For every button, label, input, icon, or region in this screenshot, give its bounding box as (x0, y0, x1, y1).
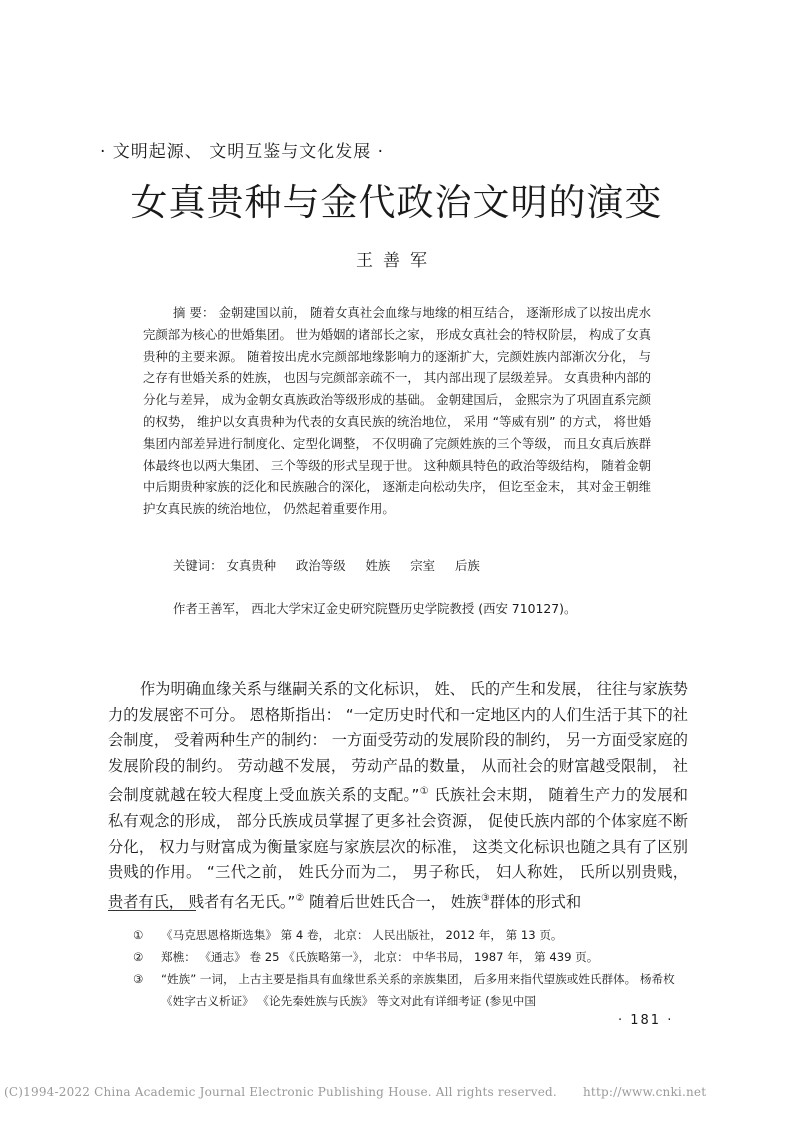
author-name: 王善军 (356, 251, 437, 271)
footnote-number: ① (133, 928, 144, 942)
footnote-number: ② (133, 950, 144, 964)
body-part-1: 作为明确血缘关系与继嗣关系的文化标识， 姓、 氏的产生和发展， 往往与家族势力的发展密不可分。 恩格斯指出： “一定历史时代和一定地区内的人们生活于其下的社会制度， 受着两种生产的制约： 一方面受劳动的发展阶段的制约， 另一方面受家庭的发展阶段的制约。 劳动越不发展， 劳动产品的数量， 从而社会的财富越受限制， 社会制度就越在较大程度上受血族关系的支配。” (108, 680, 688, 805)
article-title: 女真贵种与金代政治文明的演变 (130, 181, 663, 224)
footnote-ref-2[interactable]: ② (295, 892, 305, 904)
copyright-footer (4, 1085, 789, 1099)
body-part-4: 群体的形式和 (490, 892, 582, 911)
footnote-text: 《马克思恩格斯选集》 第 4 卷， 北京： 人民出版社， 2012 年， 第 13 页。 (161, 928, 563, 942)
publisher-url[interactable]: http://www.cnki.net (583, 1085, 707, 1099)
abstract-label: 摘 要： (173, 305, 215, 320)
footnote-divider (108, 910, 196, 911)
keyword-item: 后族 (455, 558, 480, 573)
footnote-item (133, 968, 688, 1012)
footnote-item (133, 924, 688, 946)
body-part-2: 氏族社会末期， 随着生产力的发展和私有观念的形成， 部分氏族成员掌握了更多社会资源， 促使氏族内部的个体家庭不断分化， 权力与财富成为衡量家庭与家族层次的标准， 这类文化标识也随之具有了区别贵贱的作用。 “三代之前， 姓氏分而为二， 男子称氏， 妇人称姓， 氏所以别贵贱， 贵者有氏， 贱者有名无氏。” (108, 786, 688, 911)
keyword-item: 女真贵种 (226, 558, 277, 573)
keyword-item: 宗室 (410, 558, 436, 573)
copyright-text: (C)1994-2022 China Academic Journal Electronic Publishing House. All rights reserved. (4, 1085, 557, 1099)
keywords-label: 关键词： (173, 558, 223, 573)
body-part-3: 随着后世姓氏合一， 姓族 (304, 892, 482, 911)
footnote-text: 郑樵： 《通志》 卷 25 《氏族略第一》， 北京： 中华书局， 1987 年， 第 439 页。 (161, 950, 599, 964)
section-heading: · 文明起源、 文明互鉴与文化发展 · (100, 142, 385, 162)
footnote-item (133, 946, 688, 968)
body-text (108, 677, 688, 915)
footnote-number: ③ (133, 972, 144, 986)
footnote-ref-1[interactable]: ① (419, 786, 430, 798)
footnote-ref-3[interactable]: ③ (481, 892, 491, 904)
abstract-text: 金朝建国以前， 随着女真社会血缘与地缘的相互结合， 逐渐形成了以按出虎水完颜部为核心的世婚集团。 世为婚姻的诸部长之家， 形成女真社会的特权阶层， 构成了女真贵种的主要来源。 随着按出虎水完颜部地缘影响力的逐渐扩大，完颜姓族内部渐次分化， 与之存有世婚关系的姓族， 也因与完颜部亲疏不一， 其内部出现了层级差异。 女真贵种内部的分化与差异， 成为金朝女真族政治等级形成的基础。 金朝建国后， 金熙宗为了巩固直系完颜的权势， 维护以女真贵种为代表的女真民族的统治地位， 采用 “等威有别” 的方式， 将世婚集团内部差异进行制度化、定型化调整， 不仅明确了完颜姓族的三个等级， 而且女真后族群体最终也以两大集团、 三个等级的形式呈现于世。 这种颇具特色的政治等级结构， 随着金朝中后期贵种家族的泛化和民族融合的深化， 逐渐走向松动失序， 但讫至金末， 其对金王朝维护女真民族的统治地位， 仍然起着重要作用。 (143, 305, 651, 517)
author-affiliation: 作者王善军， 西北大学宋辽金史研究院暨历史学院教授 (西安 710127)。 (173, 601, 577, 616)
footnote-text: “姓族” 一词， 上古主要是指具有血缘世系关系的亲族集团， 后多用来指代望族或姓氏群体。 杨希枚 《姓字古义析证》 《论先秦姓族与氏族》 等文对此有详细考证 (参见中国 (161, 972, 675, 1008)
keyword-item: 政治等级 (296, 558, 346, 573)
keyword-item: 姓族 (365, 558, 391, 573)
keywords (173, 556, 653, 574)
abstract (143, 302, 651, 520)
page-number: · 181 · (618, 1013, 674, 1028)
footnotes (133, 924, 688, 1012)
